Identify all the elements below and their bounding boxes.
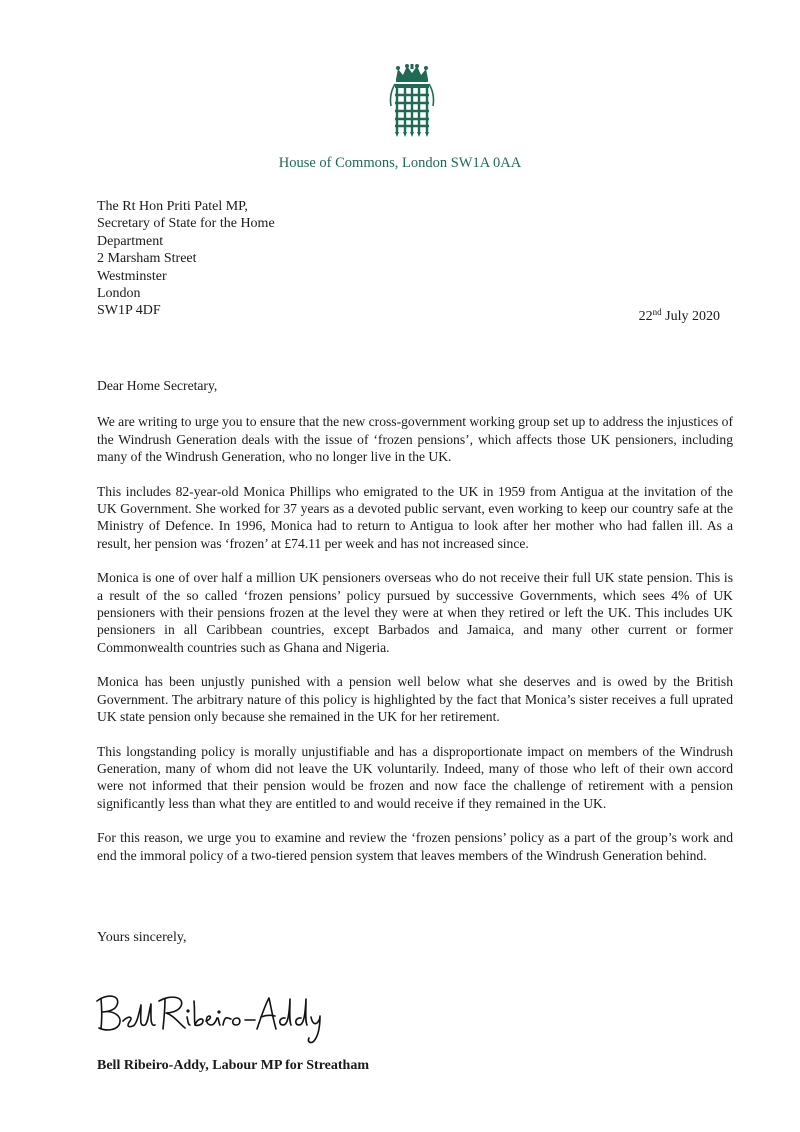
recipient-line: 2 Marsham Street — [97, 251, 197, 267]
date-suffix: nd — [652, 307, 662, 317]
body-paragraph: We are writing to urge you to ensure that the new cross-government working group set up to address the injustices of the Windrush Generation deals with the issue of ‘frozen pensions’, which affects those UK pensioners, including many of the Windrush Generation, who no longer live in the UK. — [97, 414, 733, 465]
recipient-line: Westminster — [97, 268, 167, 284]
date-day: 22 — [638, 309, 653, 324]
salutation: Dear Home Secretary, — [97, 378, 218, 393]
date-rest: July 2020 — [665, 309, 720, 324]
recipient-line: London — [97, 286, 141, 302]
handwritten-signature — [93, 985, 343, 1045]
signoff-name: Bell Ribeiro-Addy, Labour MP for Streatham — [97, 1058, 369, 1073]
recipient-line: Secretary of State for the Home — [97, 216, 275, 232]
portcullis-crest-icon — [387, 64, 437, 138]
body-paragraph: For this reason, we urge you to examine and review the ‘frozen pensions’ policy as a part of the group’s work and end the immoral policy of a two-tiered pension system that leaves members of the Windrush Generation behind. — [97, 830, 733, 863]
body-paragraph: Monica has been unjustly punished with a pension well below what she deserves and is owed by the British Government. The arbitrary nature of this policy is highlighted by the fact that Monica’s sister receives a full uprated UK state pension only because she remained in the UK for her retirement. — [97, 674, 733, 725]
body-paragraph: Monica is one of over half a million UK pensioners overseas who do not receive their full UK state pension. This is a result of the so called ‘frozen pensions’ policy pursued by successive Governments, which sees 4% of UK pensioners with their pensions frozen at the level they were at when they retired or left the UK. This includes UK pensioners in all Caribbean countries, except Barbados and Jamaica, and many other current or former Commonwealth countries such as Ghana and Nigeria. — [97, 570, 733, 655]
letter-date — [639, 309, 720, 325]
recipient-line: The Rt Hon Priti Patel MP, — [97, 199, 248, 214]
recipient-line: SW1P 4DF — [97, 303, 161, 319]
body-paragraph: This includes 82-year-old Monica Phillips who emigrated to the UK in 1959 from Antigua at the invitation of the UK Government. She worked for 37 years as a devoted public servant, even working to keep our country safe at the Ministry of Defence. In 1996, Monica had to return to Antigua to look after her mother who had fallen ill. As a result, her pension was ‘frozen’ at £74.11 per week and has not increased since. — [97, 483, 733, 551]
recipient-address — [97, 198, 275, 320]
body-paragraph: This longstanding policy is morally unjustifiable and has a disproportionate impact on members of the Windrush Generation, many of whom did not leave the UK voluntarily. Indeed, many of those who left of their own accord were not informed that their pension would be frozen and now face the challenge of retirement with a pension significantly less than what they are entitled to and would receive if they remained in the UK. — [97, 743, 733, 811]
letterhead-address: House of Commons, London SW1A 0AA — [278, 155, 522, 171]
recipient-line: Department — [97, 233, 164, 249]
closing: Yours sincerely, — [97, 930, 187, 945]
letter-body — [97, 377, 733, 881]
